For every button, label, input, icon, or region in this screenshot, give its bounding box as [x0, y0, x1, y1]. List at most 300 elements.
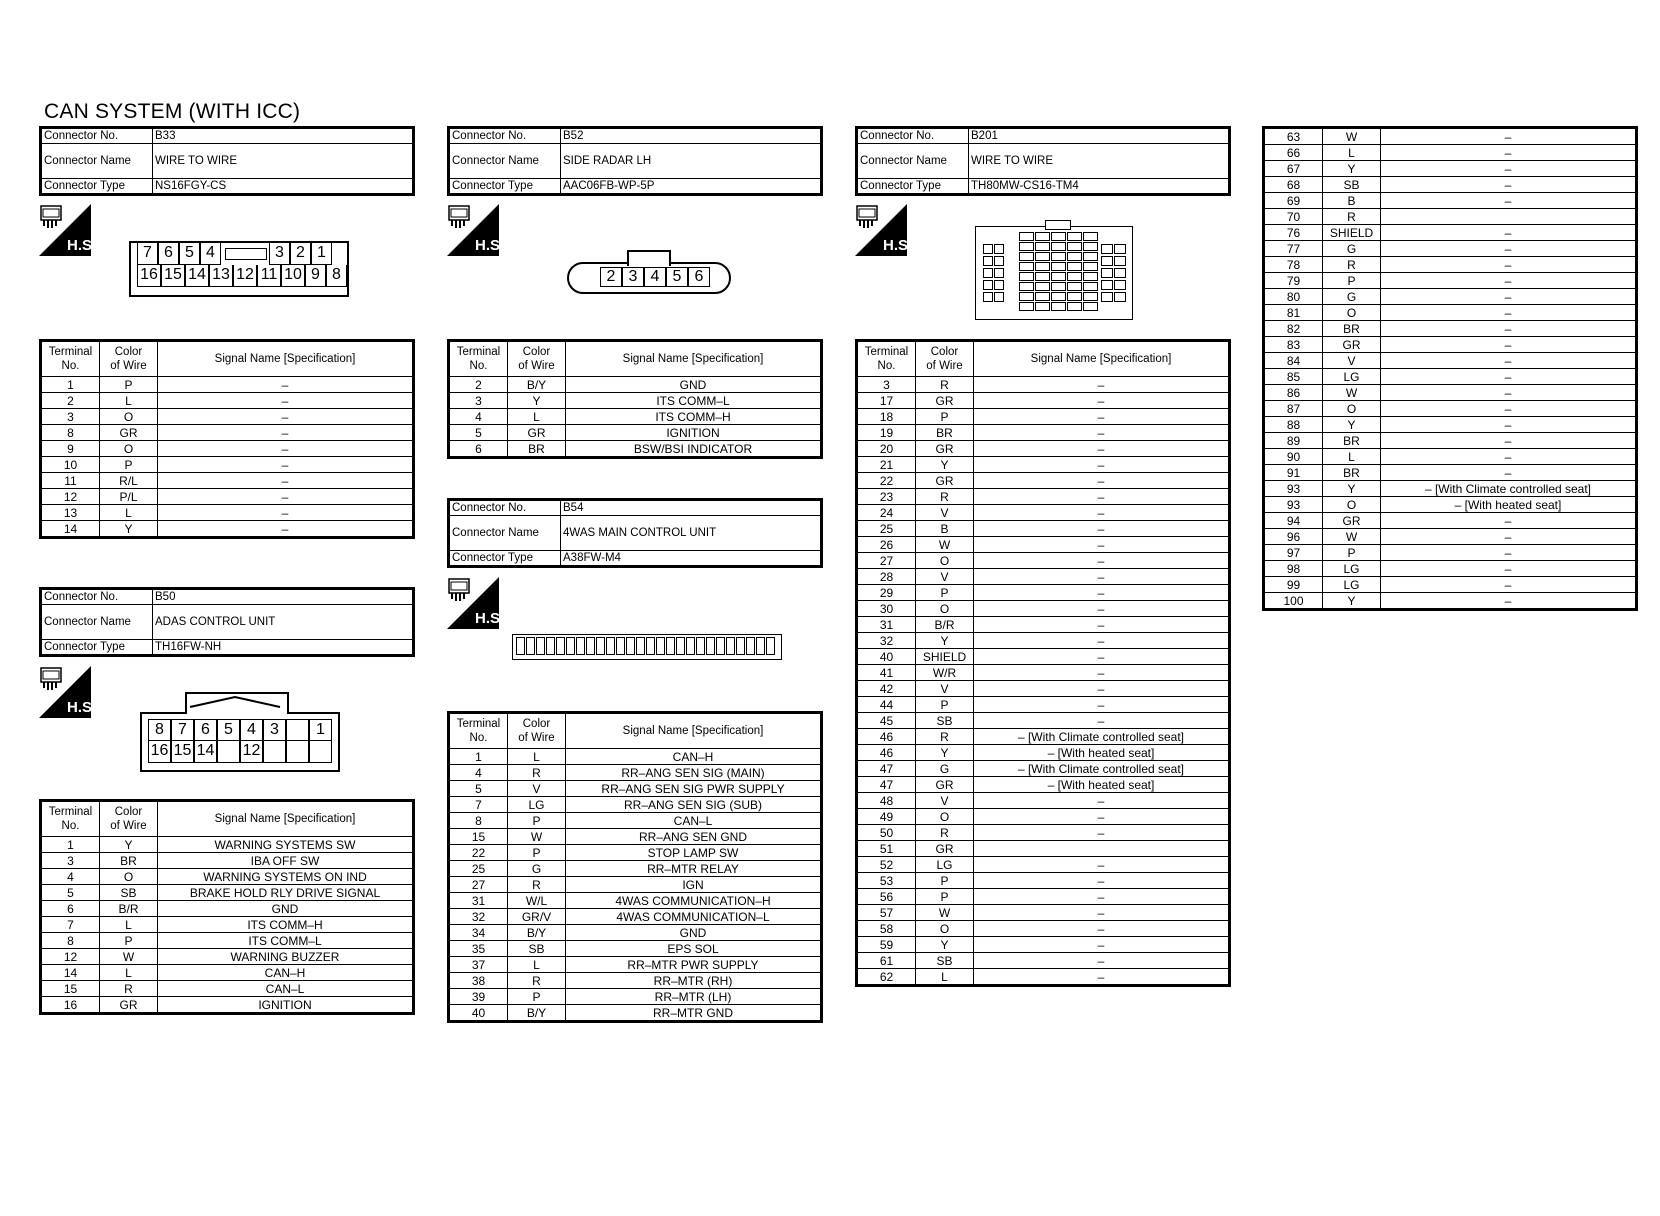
table-row [41, 837, 414, 853]
wire-color: Y [100, 521, 158, 538]
wire-color: BR [1323, 433, 1381, 449]
terminal-no: 94 [1264, 513, 1323, 529]
b201-pin-cell [983, 280, 993, 290]
wire-color: SHIELD [916, 649, 974, 665]
wire-color: P [508, 845, 566, 861]
table-row [41, 885, 414, 901]
b201-pin-cell [1035, 272, 1050, 281]
table-row [1264, 433, 1637, 449]
terminal-no: 76 [1264, 225, 1323, 241]
b54-pin-cell [526, 637, 535, 655]
table-row [857, 441, 1230, 457]
signal-name: RR–ANG SEN SIG PWR SUPPLY [566, 781, 822, 797]
table-row [449, 973, 822, 989]
wire-color: L [1323, 145, 1381, 161]
b201-pin-cell [1067, 272, 1082, 281]
label: Connector No. [449, 128, 561, 144]
b54-pin-cell [606, 637, 615, 655]
signal-name: RR–MTR RELAY [566, 861, 822, 877]
terminal-no: 47 [857, 761, 916, 777]
table-row [41, 933, 414, 949]
terminal-no: 13 [41, 505, 100, 521]
b52-pin-table [447, 339, 823, 459]
table-row [449, 877, 822, 893]
b54-name: 4WAS MAIN CONTROL UNIT [561, 516, 822, 551]
b201-type: TH80MW-CS16-TM4 [969, 179, 1230, 195]
wire-color: O [916, 809, 974, 825]
b201-pin-cell [1067, 302, 1082, 311]
terminal-no: 29 [857, 585, 916, 601]
label: Connector No. [857, 128, 969, 144]
b54-pin-cell [676, 637, 685, 655]
wire-color: P [508, 813, 566, 829]
b50-connector-diagram [140, 692, 340, 772]
b201-pin-cell [1035, 282, 1050, 291]
terminal-no: 82 [1264, 321, 1323, 337]
terminal-no: 1 [41, 837, 100, 853]
table-row [41, 869, 414, 885]
terminal-no: 25 [449, 861, 508, 877]
table-row [41, 489, 414, 505]
label: Connector Type [449, 551, 561, 567]
terminal-no: 26 [857, 537, 916, 553]
terminal-no: 59 [857, 937, 916, 953]
b201-pin-cell [1083, 282, 1098, 291]
table-row [857, 777, 1230, 793]
signal-name: IGNITION [566, 425, 822, 441]
table-row [41, 965, 414, 981]
table-row [857, 393, 1230, 409]
b201-pin-cell [1051, 232, 1066, 241]
label: Connector Name [41, 144, 153, 179]
table-row [1264, 273, 1637, 289]
b201-pin-cell [1067, 292, 1082, 301]
wire-color: R [916, 377, 974, 393]
b201-pin-cell [983, 268, 993, 278]
b201-pin-cell [1035, 262, 1050, 271]
table-row [449, 957, 822, 973]
b50-pin: 4 [240, 719, 263, 741]
signal-name: – [158, 409, 414, 425]
table-row [857, 713, 1230, 729]
table-row [857, 425, 1230, 441]
b201-connector-diagram [975, 220, 1135, 322]
signal-header: Signal Name [Specification] [158, 801, 414, 837]
wire-color: GR [508, 425, 566, 441]
signal-name: RR–ANG SEN SIG (SUB) [566, 797, 822, 813]
table-row [41, 393, 414, 409]
terminal-no: 81 [1264, 305, 1323, 321]
table-row [1264, 337, 1637, 353]
wire-color: SB [916, 713, 974, 729]
terminal-no: 83 [1264, 337, 1323, 353]
wire-color: O [1323, 497, 1381, 513]
b201-pin-cell [1067, 242, 1082, 251]
table-row [1264, 128, 1637, 145]
terminal-no: 58 [857, 921, 916, 937]
b201-pin-cell [1051, 262, 1066, 271]
wire-color: W [916, 905, 974, 921]
table-row [857, 553, 1230, 569]
table-row [41, 521, 414, 538]
wire-color: R [508, 765, 566, 781]
b54-pin-cell [706, 637, 715, 655]
signal-name: – [974, 617, 1230, 633]
wire-color: BR [916, 425, 974, 441]
terminal-no: 6 [41, 901, 100, 917]
wire-color: LG [1323, 577, 1381, 593]
label: Connector No. [41, 128, 153, 144]
wire-color: SB [508, 941, 566, 957]
connector-b33-info [39, 126, 415, 196]
signal-name: GND [566, 925, 822, 941]
signal-name: – [1381, 529, 1637, 545]
terminal-no: 78 [1264, 257, 1323, 273]
terminal-no: 42 [857, 681, 916, 697]
wire-color: Y [508, 393, 566, 409]
terminal-no: 8 [41, 933, 100, 949]
b33-connector-diagram [129, 241, 349, 295]
wire-color: Y [916, 745, 974, 761]
b54-pin-cell [536, 637, 545, 655]
signal-name: – [1381, 513, 1637, 529]
wire-color: GR [100, 425, 158, 441]
b50-pin [263, 741, 286, 763]
terminal-no: 32 [449, 909, 508, 925]
b33-pin: 5 [179, 243, 200, 265]
signal-name: – [With heated seat] [974, 777, 1230, 793]
label: Connector Name [41, 605, 153, 640]
signal-name: EPS SOL [566, 941, 822, 957]
b54-pin-cell [616, 637, 625, 655]
b201-pin-cell [1114, 292, 1126, 302]
terminal-no: 38 [449, 973, 508, 989]
terminal-no: 100 [1264, 593, 1323, 610]
table-row [857, 761, 1230, 777]
wire-color: GR [100, 997, 158, 1014]
b33-pin: 13 [209, 265, 233, 287]
table-row [449, 409, 822, 425]
table-row [857, 617, 1230, 633]
table-row [1264, 481, 1637, 497]
wire-color: Y [916, 937, 974, 953]
b33-pin: 4 [200, 243, 221, 265]
wire-color: SB [1323, 177, 1381, 193]
table-row [857, 889, 1230, 905]
terminal-no: 80 [1264, 289, 1323, 305]
table-row [857, 969, 1230, 986]
signal-name: 4WAS COMMUNICATION–L [566, 909, 822, 925]
signal-header: Signal Name [Specification] [974, 341, 1230, 377]
b52-name: SIDE RADAR LH [561, 144, 822, 179]
signal-name [1381, 209, 1637, 225]
b54-pin-cell [636, 637, 645, 655]
wire-color: BR [1323, 465, 1381, 481]
signal-name: ITS COMM–H [158, 917, 414, 933]
signal-name: – [158, 393, 414, 409]
signal-name: – [1381, 385, 1637, 401]
terminal-no: 49 [857, 809, 916, 825]
signal-name: – [974, 473, 1230, 489]
signal-name: CAN–H [158, 965, 414, 981]
table-row [1264, 209, 1637, 225]
signal-name: – [974, 457, 1230, 473]
wire-color: GR [1323, 337, 1381, 353]
b54-pin-cell [696, 637, 705, 655]
b33-pin: 3 [269, 243, 290, 265]
signal-name: – [1381, 561, 1637, 577]
b201-pin-cell [1083, 292, 1098, 301]
b201-pin-cell [1067, 232, 1082, 241]
signal-name: – [1381, 161, 1637, 177]
terminal-no: 3 [41, 853, 100, 869]
b54-pin-cell [566, 637, 575, 655]
table-row [41, 981, 414, 997]
wire-color: L [508, 409, 566, 425]
b201-pin-cell [1019, 272, 1034, 281]
signal-name: – [1381, 128, 1637, 145]
b33-no: B33 [153, 128, 414, 144]
wire-color: L [100, 965, 158, 981]
wire-color: P [916, 585, 974, 601]
b33-pin: 2 [290, 243, 311, 265]
b201-pin-cell [994, 256, 1004, 266]
table-row [857, 457, 1230, 473]
b33-keyway [225, 248, 267, 260]
wire-color: R [508, 877, 566, 893]
signal-name: – [1381, 305, 1637, 321]
b33-pin: 12 [233, 265, 257, 287]
b50-pin: 3 [263, 719, 286, 741]
signal-name: RR–ANG SEN GND [566, 829, 822, 845]
signal-name: – [158, 457, 414, 473]
b201-pin-cell [1019, 242, 1034, 251]
signal-name: – [974, 889, 1230, 905]
wire-color: W [916, 537, 974, 553]
signal-name: – [1381, 401, 1637, 417]
signal-name: – [974, 409, 1230, 425]
wire-color: L [100, 917, 158, 933]
wire-color: GR [916, 473, 974, 489]
signal-name: – [974, 969, 1230, 986]
signal-name: – [1381, 545, 1637, 561]
signal-name: – [1381, 433, 1637, 449]
b201-pin-cell [1101, 268, 1113, 278]
wire-color: L [100, 393, 158, 409]
signal-name: – [974, 601, 1230, 617]
terminal-no: 46 [857, 745, 916, 761]
wire-color: W/L [508, 893, 566, 909]
signal-name: – [158, 473, 414, 489]
terminal-no: 14 [41, 521, 100, 538]
table-row [41, 473, 414, 489]
b33-pin: 7 [137, 243, 158, 265]
terminal-no: 85 [1264, 369, 1323, 385]
b201-pin-cell [1035, 232, 1050, 241]
table-row [857, 649, 1230, 665]
b201-pin-cell [1019, 282, 1034, 291]
connector-b52-info [447, 126, 823, 196]
table-row [857, 505, 1230, 521]
b54-pin-cell [626, 637, 635, 655]
wire-color: BR [508, 441, 566, 458]
terminal-no: 30 [857, 601, 916, 617]
table-row [1264, 401, 1637, 417]
terminal-no: 18 [857, 409, 916, 425]
wire-color: P [100, 933, 158, 949]
wire-color: BR [1323, 321, 1381, 337]
signal-name: – [974, 953, 1230, 969]
terminal-no: 96 [1264, 529, 1323, 545]
terminal-no: 2 [449, 377, 508, 393]
wire-color: GR [916, 777, 974, 793]
table-row [41, 917, 414, 933]
wire-color: R [1323, 257, 1381, 273]
terminal-no: 8 [41, 425, 100, 441]
b54-pin-cell [686, 637, 695, 655]
table-row [857, 921, 1230, 937]
wire-color: G [1323, 289, 1381, 305]
terminal-no: 4 [41, 869, 100, 885]
wire-color: R [508, 973, 566, 989]
hs-label: H.S. [475, 610, 505, 627]
terminal-no: 5 [41, 885, 100, 901]
terminal-no: 53 [857, 873, 916, 889]
wire-color: GR [916, 441, 974, 457]
signal-header: Signal Name [Specification] [158, 341, 414, 377]
table-row [449, 1005, 822, 1022]
table-row [1264, 545, 1637, 561]
signal-header: Signal Name [Specification] [566, 341, 822, 377]
signal-name: – [974, 793, 1230, 809]
wire-color: B/R [100, 901, 158, 917]
b201-pin-cell [1083, 242, 1098, 251]
table-row [857, 521, 1230, 537]
terminal-no: 6 [449, 441, 508, 458]
wire-color: GR [916, 393, 974, 409]
b50-pin [309, 741, 332, 763]
b50-pin: 8 [148, 719, 171, 741]
b52-pin: 3 [622, 267, 644, 287]
wire-color: R [100, 981, 158, 997]
signal-name: – [158, 521, 414, 538]
table-row [857, 841, 1230, 857]
b201-pin-cell [1067, 252, 1082, 261]
table-row [449, 425, 822, 441]
terminal-no: 63 [1264, 128, 1323, 145]
terminal-no: 40 [857, 649, 916, 665]
table-row [449, 925, 822, 941]
table-row [1264, 241, 1637, 257]
table-row [857, 585, 1230, 601]
table-row [1264, 289, 1637, 305]
table-row [41, 505, 414, 521]
wire-color: R [1323, 209, 1381, 225]
b54-pin-cell [726, 637, 735, 655]
table-row [449, 797, 822, 813]
signal-name: – [974, 809, 1230, 825]
signal-header: Signal Name [Specification] [566, 713, 822, 749]
table-row [41, 949, 414, 965]
b54-pin-cell [716, 637, 725, 655]
terminal-no: 47 [857, 777, 916, 793]
b201-pin-cell [1051, 252, 1066, 261]
terminal-no: 23 [857, 489, 916, 505]
wire-color: Y [1323, 417, 1381, 433]
b50-pin: 7 [171, 719, 194, 741]
terminal-no: 66 [1264, 145, 1323, 161]
wire-color: L [916, 969, 974, 986]
signal-name: 4WAS COMMUNICATION–H [566, 893, 822, 909]
wire-color: L [1323, 449, 1381, 465]
signal-name: – [158, 377, 414, 393]
terminal-no: 1 [41, 377, 100, 393]
color-header: Color of Wire [508, 713, 566, 749]
wire-color: V [916, 505, 974, 521]
wire-color: SB [916, 953, 974, 969]
signal-name: – [158, 505, 414, 521]
table-row [41, 901, 414, 917]
signal-name: – [974, 937, 1230, 953]
signal-name: – [1381, 449, 1637, 465]
wire-color: B [916, 521, 974, 537]
b54-no: B54 [561, 500, 822, 516]
signal-name: – [1381, 225, 1637, 241]
b52-pin: 5 [666, 267, 688, 287]
table-row [857, 905, 1230, 921]
b33-pin: 6 [158, 243, 179, 265]
terminal-no: 97 [1264, 545, 1323, 561]
terminal-no: 56 [857, 889, 916, 905]
b52-type: AAC06FB-WP-5P [561, 179, 822, 195]
terminal-no: 91 [1264, 465, 1323, 481]
label: Connector Type [41, 179, 153, 195]
wire-color: W [1323, 385, 1381, 401]
terminal-header: Terminal No. [41, 801, 100, 837]
b201-pin-cell [1101, 280, 1113, 290]
label: Connector No. [449, 500, 561, 516]
b50-no: B50 [153, 589, 414, 605]
wire-color: P [916, 889, 974, 905]
terminal-no: 77 [1264, 241, 1323, 257]
signal-name: RR–MTR PWR SUPPLY [566, 957, 822, 973]
wire-color: L [508, 749, 566, 765]
table-row [857, 857, 1230, 873]
wire-color: O [916, 921, 974, 937]
wire-color: W [508, 829, 566, 845]
table-row [857, 601, 1230, 617]
b201-pin-cell [1035, 242, 1050, 251]
wire-color: V [916, 569, 974, 585]
wire-color: P [100, 377, 158, 393]
signal-name: – [1381, 577, 1637, 593]
terminal-no: 14 [41, 965, 100, 981]
wire-color: L [100, 505, 158, 521]
terminal-no: 68 [1264, 177, 1323, 193]
b50-pin: 14 [194, 741, 217, 763]
terminal-no: 34 [449, 925, 508, 941]
b201-pin-cell [1035, 292, 1050, 301]
terminal-no: 11 [41, 473, 100, 489]
terminal-no: 31 [449, 893, 508, 909]
color-header: Color of Wire [916, 341, 974, 377]
signal-name: – [158, 441, 414, 457]
signal-name: – [1381, 353, 1637, 369]
b201-pin-cell [1067, 282, 1082, 291]
b50-name: ADAS CONTROL UNIT [153, 605, 414, 640]
table-row [1264, 353, 1637, 369]
b50-pin: 15 [171, 741, 194, 763]
